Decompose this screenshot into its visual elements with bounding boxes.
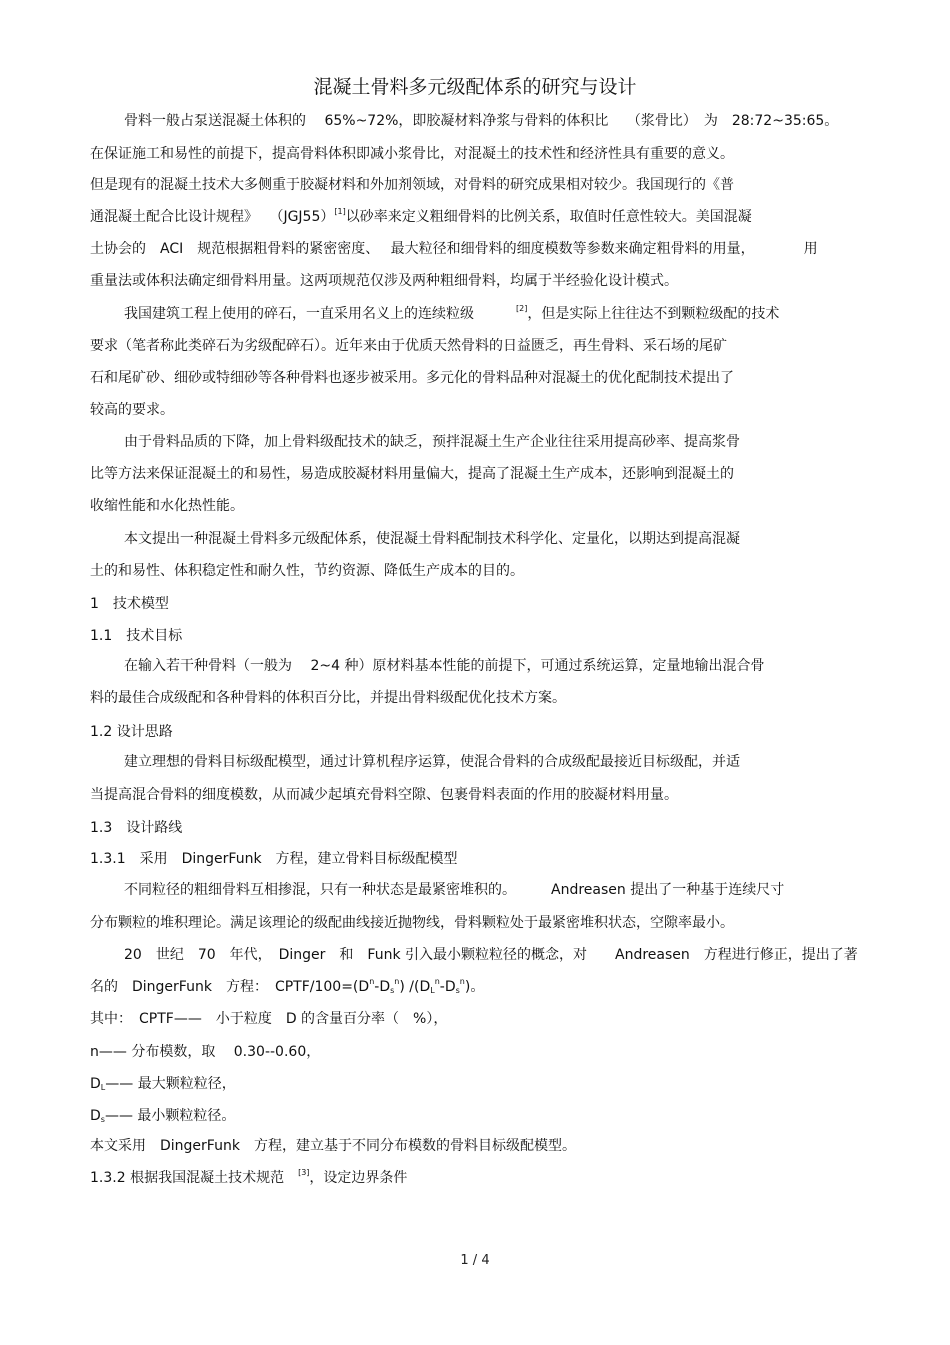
paragraph-line: 在保证施工和易性的前提下，提高骨料体积即减小浆骨比，对混凝土的技术性和经济性具有重要的意义。 (90, 146, 734, 162)
paragraph-line: 料的最佳合成级配和各种骨料的体积百分比，并提出骨料级配优化技术方案。 (90, 690, 566, 706)
text-span: )。 (464, 979, 485, 995)
text-span: 通混凝土配合比设计规程》 （JGJ55） (90, 209, 335, 225)
text-span: 我国建筑工程上使用的碎石，一直采用名义上的连续粒级 (124, 306, 516, 322)
text-span: D (90, 1108, 101, 1124)
citation-marker: [2] (516, 304, 528, 313)
text-span: ，设定边界条件 (309, 1170, 408, 1186)
subsection-heading: 1.3 设计路线 (90, 820, 183, 836)
subsection-heading: 1.2 设计思路 (90, 724, 173, 740)
exponent: n (459, 977, 465, 986)
section-heading: 1 技术模型 (90, 596, 169, 612)
definition-line: n—— 分布模数，取 0.30--0.60， (90, 1044, 321, 1060)
text-span: 以砂率来定义粗细骨料的比例关系，取值时任意性较大。美国混凝 (345, 209, 752, 225)
citation-marker: [3] (298, 1168, 310, 1177)
text-span: ) /(D (399, 979, 431, 995)
paragraph-line: 重量法或体积法确定细骨料用量。这两项规范仅涉及两种粗细骨料，均属于半经验化设计模式。 (90, 273, 678, 289)
paragraph-line: 比等方法来保证混凝土的和易性，易造成胶凝材料用量偏大，提高了混凝土生产成本，还影响到混凝土的 (90, 466, 734, 482)
text-span: ，但是实际上往往达不到颗粒级配的技术 (527, 306, 780, 322)
text-span: 1.3.2 根据我国混凝土技术规范 (90, 1170, 299, 1186)
paragraph-line: 但是现有的混凝土技术大多侧重于胶凝材料和外加剂领域，对骨料的研究成果相对较少。我国现行的《普 (90, 177, 734, 193)
paragraph-line: 不同粒径的粗细骨料互相掺混，只有一种状态是最紧密堆积的。 Andreasen 提出了一种基于连续尺寸 (124, 882, 785, 898)
exponent: n (434, 977, 440, 986)
citation-marker: [1] (334, 207, 346, 216)
formula-line (90, 977, 870, 997)
text-span: D (90, 1076, 101, 1092)
exponent: n (394, 977, 400, 986)
subscript: s (455, 986, 460, 995)
subscript: s (100, 1115, 105, 1124)
paragraph-line (90, 207, 870, 227)
paragraph-line: 要求（笔者称此类碎石为劣级配碎石）。近年来由于优质天然骨料的日益匮乏，再生骨料、采石场的尾矿 (90, 338, 727, 354)
text-span: —— 最小颗粒粒径。 (104, 1108, 236, 1124)
text-span: -D (374, 979, 391, 995)
paragraph-line: 当提高混合骨料的细度模数，从而减少起填充骨料空隙、包裹骨料表面的作用的胶凝材料用量。 (90, 787, 678, 803)
paragraph-line: 分布颗粒的堆积理论。满足该理论的级配曲线接近抛物线，骨料颗粒处于最紧密堆积状态，空隙率最小。 (90, 915, 734, 931)
paragraph-line: 骨料一般占泵送混凝土体积的 65%~72%，即胶凝材料净浆与骨料的体积比 （浆骨比） 为 28:72~35:65。 (124, 113, 839, 129)
paragraph-line: 20 世纪 70 年代， Dinger 和 Funk 引入最小颗粒粒径的概念，对 Andreasen 方程进行修正，提出了著 (124, 947, 858, 963)
definition-line (90, 1106, 870, 1126)
paragraph-line: 在输入若干种骨料（一般为 2~4 种）原材料基本性能的前提下，可通过系统运算，定量地输出混合骨 (124, 658, 765, 674)
paragraph-line: 土协会的 ACI 规范根据粗骨料的紧密密度、 最大粒径和细骨料的细度模数等参数来确定粗骨料的用量， 用 (90, 241, 818, 257)
paragraph-line: 建立理想的骨料目标级配模型，通过计算机程序运算，使混合骨料的合成级配最接近目标级配，并适 (124, 754, 740, 770)
subscript: L (100, 1083, 106, 1092)
subsubsection-heading: 1.3.1 采用 DingerFunk 方程，建立骨料目标级配模型 (90, 851, 458, 867)
exponent: n (369, 977, 375, 986)
text-span: -D (439, 979, 456, 995)
paragraph-line: 较高的要求。 (90, 402, 174, 418)
definition-line: 其中： CPTF—— 小于粒度 D 的含量百分率（ %）， (90, 1011, 448, 1027)
page-number: 1 / 4 (460, 1253, 490, 1268)
paragraph-line: 本文采用 DingerFunk 方程，建立基于不同分布模数的骨料目标级配模型。 (90, 1138, 576, 1154)
document-title: 混凝土骨料多元级配体系的研究与设计 (313, 76, 637, 98)
paragraph-line: 石和尾矿砂、细砂或特细砂等各种骨料也逐步被采用。多元化的骨料品种对混凝土的优化配制技术提出了 (90, 370, 734, 386)
text-span: —— 最大颗粒粒径， (105, 1076, 236, 1092)
paragraph-line: 由于骨料品质的下降，加上骨料级配技术的缺乏，预拌混凝土生产企业往往采用提高砂率、提高浆骨 (124, 434, 740, 450)
subsubsection-heading (90, 1168, 870, 1188)
paragraph-line: 本文提出一种混凝土骨料多元级配体系，使混凝土骨料配制技术科学化、定量化，以期达到提高混凝 (124, 531, 740, 547)
subsection-heading: 1.1 技术目标 (90, 628, 183, 644)
paragraph-line (124, 304, 904, 324)
definition-line (90, 1074, 870, 1094)
paragraph-line: 收缩性能和水化热性能。 (90, 498, 244, 514)
text-span: 名的 DingerFunk 方程： CPTF/100=(D (90, 979, 370, 995)
paragraph-line: 土的和易性、体积稳定性和耐久性，节约资源、降低生产成本的目的。 (90, 563, 524, 579)
subscript: L (430, 986, 435, 995)
subscript: s (390, 986, 395, 995)
